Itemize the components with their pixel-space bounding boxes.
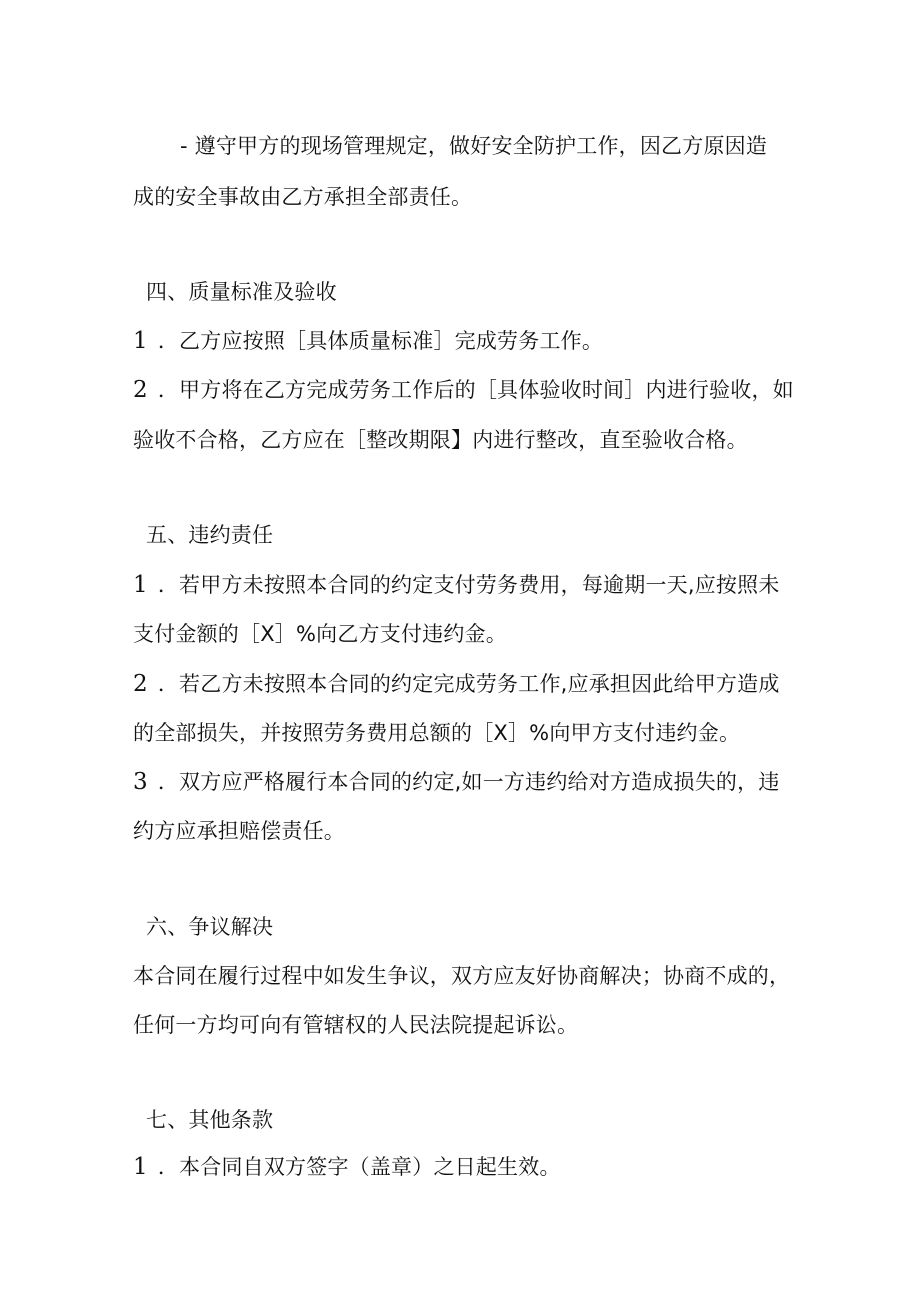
- item-number: 1: [133, 572, 148, 598]
- section-4-item-2: [133, 375, 794, 405]
- section-6-heading: 六、争议解决: [146, 915, 274, 939]
- item-text: ．若乙方未按照本合同的约定完成劳务工作,应承担因此给甲方造成: [157, 672, 780, 696]
- section-7-item-1: [133, 1152, 561, 1182]
- item-text: ．甲方将在乙方完成劳务工作后的［具体验收时间］内进行验收，如: [157, 378, 794, 402]
- item-text: ．若甲方未按照本合同的约定支付劳务费用，每逾期一天,应按照未: [157, 573, 780, 597]
- section-6-line-1: 本合同在履行过程中如发生争议，双方应友好协商解决；协商不成的，: [133, 964, 791, 988]
- item-text: ．乙方应按照［具体质量标准］完成劳务工作。: [157, 329, 604, 353]
- section-7-heading: 七、其他条款: [146, 1108, 274, 1132]
- item-number: 1: [133, 1154, 148, 1180]
- item-text: ．本合同自双方签字（盖章）之日起生效。: [157, 1155, 561, 1179]
- section-5-item-1: [133, 570, 780, 600]
- item-number: 2: [133, 671, 148, 697]
- section-5-item-3: [133, 767, 780, 797]
- section-6-line-2: 任何一方均可向有管辖权的人民法院提起诉讼。: [133, 1013, 579, 1037]
- section-4-item-1: [133, 326, 603, 356]
- section-5-item-2-line-2: 的全部损失，并按照劳务费用总额的［X］%向甲方支付违约金。: [133, 721, 741, 745]
- item-text: ．双方应严格履行本合同的约定,如一方违约给对方造成损失的，违: [157, 770, 780, 794]
- item-number: 2: [133, 377, 148, 403]
- section-5-item-1-line-2: 支付金额的［X］%向乙方支付违约金。: [133, 622, 507, 646]
- section-5-item-3-line-2: 约方应承担赔偿责任。: [133, 819, 345, 843]
- item-number: 1: [133, 328, 148, 354]
- clause-3-tail-line-1: - 遵守甲方的现场管理规定，做好安全防护工作，因乙方原因造: [180, 134, 768, 158]
- section-5-item-2: [133, 669, 780, 699]
- section-5-heading: 五、违约责任: [146, 523, 274, 547]
- section-4-item-2-line-2: 验收不合格，乙方应在［整改期限】内进行整改，直至验收合格。: [133, 428, 748, 452]
- section-4-heading: 四、质量标准及验收: [146, 280, 337, 304]
- item-number: 3: [133, 769, 148, 795]
- clause-3-tail-line-2: 成的安全事故由乙方承担全部责任。: [133, 185, 473, 209]
